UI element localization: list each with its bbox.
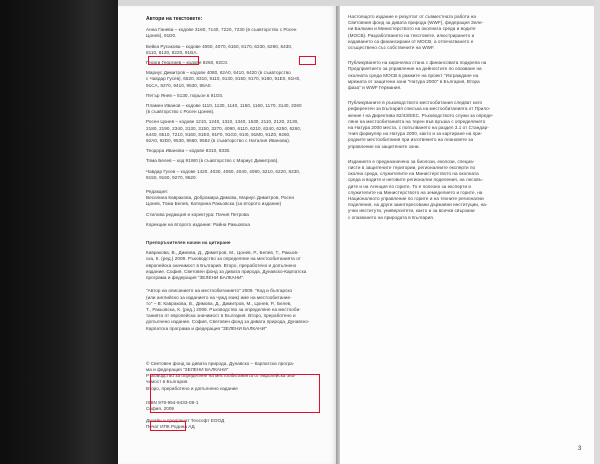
author-entry-line: 8110, 8120, 8220, 91BA. <box>146 49 198 55</box>
copyright-line: Ръководство за определяне на местообитанията от европейска зна- <box>146 373 296 379</box>
right-page-paragraphs <box>348 14 584 221</box>
right-paragraph <box>348 14 584 51</box>
right-paragraph <box>348 159 584 221</box>
right-paragraph-line: Изданието е предназначено за биолози, еколози, специа- <box>348 158 475 164</box>
author-entry <box>146 148 326 154</box>
copyright-line: Второ, преработено и допълнено издание <box>146 385 238 391</box>
right-paragraph-line: издаването са финансирани от МОСВ, а отпечатването е <box>348 38 474 44</box>
scan-right-edge <box>594 0 600 464</box>
citation-paragraph <box>146 288 326 331</box>
author-entry-line: 6440, 6510, 7210, 9160, 91E0, 91F0, 91G0, 91I0, 91M0, 91Z0, 9260, <box>146 131 291 137</box>
author-entry <box>146 44 326 56</box>
right-paragraph-line: Публикуването на карачелка стана с финансовата подкрепа на <box>348 60 487 66</box>
citation-line: допълнено издание. София, Световен фонд за дивата природа, Дунавско- <box>146 319 310 325</box>
author-entry <box>146 27 326 39</box>
page-gutter <box>336 6 340 464</box>
right-paragraph-line: референтен за България списъка на местообитанията от Прило- <box>348 106 491 112</box>
citation-line: "Автор на описанието на местообитанието" 2009. "Код и българско <box>146 288 293 294</box>
right-paragraph-line: управление на защитените зони. <box>348 143 420 149</box>
right-paragraph-line: околна среда, служителите на Министерството на околната <box>348 171 479 177</box>
right-paragraph-line: листи в защитените територии, регионалните експерти по <box>348 165 476 171</box>
right-paragraph-line: родните местообитания при изготвянето на плановете за <box>348 137 474 143</box>
author-entry-line: Тома Белев – код 91W0 (в съавторство с Мариус Димитров). <box>146 158 279 164</box>
right-paragraph-line: (МОСВ). Разработването на текстовете, илюстрирането и <box>348 32 475 38</box>
right-page-text <box>348 14 584 230</box>
author-entry-line: Петър Янев – 5130, порьон в 91G0. <box>146 92 224 98</box>
author-entry-line: с Чавдар Гусев), 6520, 8310, 9110, 9130, 9150, 9170, 9180, 91E0, 91H0, <box>146 76 301 82</box>
author-entry <box>146 169 326 181</box>
proofreading-line: Стилова редакция и коректура: Пачия Петрова <box>146 211 249 217</box>
right-paragraph-line: дите и на Агенция по горите. То е полезно за експерти и <box>348 183 472 189</box>
author-entry-line: 91CA, 9270, 9410, 9530, 95A0. <box>146 82 212 88</box>
second-edition-proof-line: Корекции на второто издание: Райна Ракьовска <box>146 221 250 227</box>
right-paragraph-line: осъществено със собствените на WWF. <box>348 45 435 51</box>
author-entry <box>146 93 326 99</box>
authors-heading: Автори на текстовете: <box>146 16 203 22</box>
citation-heading: Препоръчителен начин на цитиране <box>146 240 231 246</box>
author-entry-line: Анна Ганева – кодове 3160, 7140, 7220, 7230 (в съавторство с Росен <box>146 27 297 33</box>
right-paragraph-line: среда и водите и неговите регионални поделения, на лесовъ- <box>348 177 484 183</box>
right-paragraph-line: ляне на местообитанията на терен във връзка с определянето <box>348 118 486 124</box>
citation-line: то" – В: Кавракова, В., Димова, Д., Димитров, М., Цонев, Р., Белев, <box>146 300 292 306</box>
citation-paragraphs <box>146 250 326 331</box>
author-entry-line: Георги Георгиев – кодове 9260, 92C0. <box>146 60 229 66</box>
right-paragraph <box>348 100 584 150</box>
book-spine-shadow <box>0 0 118 464</box>
right-paragraph-line: Публикуваните в ръководството местообитания следват като <box>348 100 483 106</box>
right-paragraph-line: фаза" и WWF Германия. <box>348 85 402 91</box>
citation-paragraph <box>146 250 326 281</box>
citation-line: Карпатска програма и федерация "ЗЕЛЕНИ БАЛКАНИ" <box>146 325 267 331</box>
right-paragraph-line: мрежата от защитени зони "Натура 2000" в България, Втора <box>348 78 480 84</box>
author-entry-line: Чавдар Гусев – кодове 1420, 4030, 4050, 4040, 4080, 5210, 6220, 8230, <box>146 168 301 174</box>
editors-list <box>146 195 326 207</box>
design-credit-line: Дизайн и предпечат Теософт ЕООД <box>146 418 225 424</box>
author-entry <box>146 158 326 164</box>
left-page-text <box>146 16 326 431</box>
authors-list <box>146 27 326 181</box>
citation-line: (или английско за изданието на чужд език) име на местообитание- <box>146 294 292 300</box>
right-paragraph-line: поделения, на други заинтересовани държавни институции, на- <box>348 202 488 208</box>
publication-date-line: София, 2009 <box>146 405 175 411</box>
right-paragraph-line: с опазването на природата в България. <box>348 214 435 220</box>
right-paragraph-line: Националното управление по горите и на техните регионални <box>348 196 484 202</box>
author-entry-line: 9150, 9160, 9270, 9520. <box>146 174 197 180</box>
highlight-box-publication-date <box>150 421 186 431</box>
author-entry-line: Теодора Иванова – кодове 8310, 8330. <box>146 148 231 154</box>
right-paragraph-line: околната среда МОСВ в рамките на проект "Изграждане на <box>348 72 479 78</box>
citation-line: издание. София, Световен фонд за дивата природа, Дунавско-Карпатска <box>146 268 307 274</box>
print-credit-line: Печат ИПК Родина АД <box>146 424 195 430</box>
editors-line: Цонев, Тома Белев, Катерина Ракьовска (за второто издание) <box>146 201 282 207</box>
citation-line: ска, К. (ред.) 2009. Ръководство за определяне на местообитанията от <box>146 256 301 262</box>
author-entry-line: Росен Цонев – кодове 1210, 1240, 1310, 1340, 1530, 2110, 2120, 2130, <box>146 119 299 125</box>
author-entry <box>146 103 326 115</box>
author-entry-line: Пламен Иванов – кодове 1110, 1130, 1140, 1150, 1160, 1170, 3140, 3260 <box>146 103 302 109</box>
right-paragraph-line: Настоящото издание е резултат от съвместната работа на <box>348 14 476 19</box>
highlight-box-author-name <box>148 56 199 65</box>
right-paragraph-line: жение I на Директива 92/43/ЕЕС. Ръководството служи за опреде- <box>348 112 494 118</box>
citation-line: програма и федерация "ЗЕЛЕНИ БАЛКАНИ". <box>146 275 245 281</box>
author-entry-line: 92A0, 92D0, 9530, 9560, 9562 (в съавторство с Наталия Иванова). <box>146 138 291 144</box>
page-number: 3 <box>578 446 582 452</box>
author-entry-line: Мариус Димитров – кодове 4080, 62A0, 6410, 6420 (в съавторство <box>146 70 291 76</box>
right-paragraph-line: ни Балкани и Министерството на околната среда и водите <box>348 26 476 32</box>
highlight-box-habitat-code <box>299 56 316 65</box>
citation-line: европейска значимост в България. Второ, преработено и допълнено <box>146 262 297 268</box>
right-paragraph-line: Световния фонд за дивата природа (WWF), федерация Зеле- <box>348 20 484 26</box>
right-paragraph-line: Предприятието за управление на дейностите по опазване на <box>348 66 482 72</box>
citation-line: танията от европейска значимост в България. Второ, преработено и <box>146 313 296 319</box>
author-entry <box>146 70 326 89</box>
highlight-box-copyright <box>150 374 320 413</box>
citation-line: Т., Ракьовска, К. (ред.) 2009. Ръководство за определяне на местооби- <box>146 306 301 312</box>
right-paragraph-line: на Натура 2000 места, с попълването на раздел 3.1 от Стандар- <box>348 125 489 131</box>
right-paragraph-line: учни институти, университети, както и за всички свързани <box>348 208 475 214</box>
copyright-line: чимост в България. <box>146 379 189 385</box>
right-paragraph-line: служителите на Министерството на земеделието и горите, на <box>348 189 483 195</box>
author-entry <box>146 119 326 144</box>
citation-line: Кавракова, В., Димова, Д., Димитров, М., Цонев, Р., Белев, Т., Ракьов- <box>146 250 299 256</box>
editors-label: Редакция: <box>146 189 168 195</box>
author-entry-line: Бейка Русакова – кодове 4060, 4070, 6150, 6170, 6230, 6290, 6430, <box>146 43 293 49</box>
copyright-line: ма и федерация "ЗЕЛЕНИ БАЛКАНИ" <box>146 366 229 372</box>
copyright-line: © Световен фонд за дивата природа, Дунавско – Карпатска програ- <box>146 360 295 366</box>
right-paragraph-line: тния формуляр на Натура 2000, както и за картиране на при- <box>348 131 483 137</box>
right-paragraph <box>348 60 584 91</box>
author-entry-line: 2180, 2190, 2340, 3130, 3150, 3270, 4090, 6110, 6210, 6240, 6250, 6260, <box>146 125 302 131</box>
author-entry-line: (в съавторство с Росен Цонев). <box>146 109 215 115</box>
editors-line: Веселина Кавракова, Добромира Димова, Мариус Димитров, Росен <box>146 195 295 201</box>
isbn-line: ISBN 978-954-9433-08-1 <box>146 399 199 405</box>
author-entry-line: Цонев), 91D0. <box>146 33 177 39</box>
